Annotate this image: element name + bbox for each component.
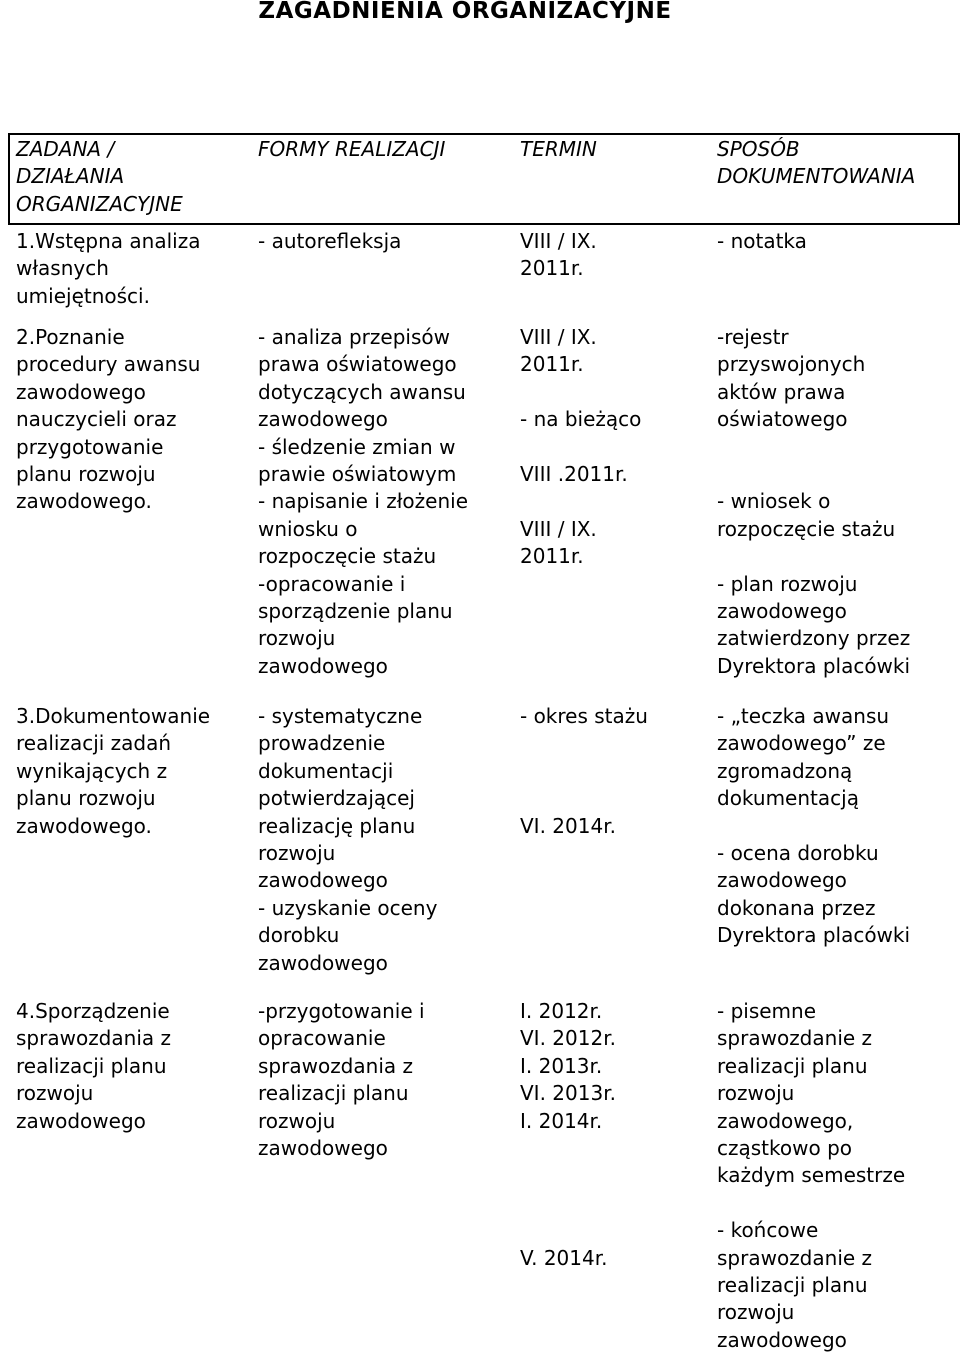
row2-documentation: -rejestr przyswojonych aktów prawa oświatowego - wniosek o rozpoczęcie stażu - plan rozwoju zawodowego zatwierdzony przez Dyrektora placówki bbox=[717, 325, 911, 678]
row2-task: 2.Poznanie procedury awansu zawodowego nauczycieli oraz przygotowanie planu rozwoju zawodowego. bbox=[16, 325, 201, 514]
row3-task: 3.Dokumentowanie realizacji zadań wynikających z planu rozwoju zawodowego. bbox=[16, 704, 211, 838]
row4-forms: -przygotowanie i opracowanie sprawozdania z realizacji planu rozwoju zawodowego bbox=[258, 999, 425, 1161]
page-title: ZAGADNIENIA ORGANIZACYJNE bbox=[258, 0, 672, 24]
row2-forms: - analiza przepisów prawa oświatowego dotyczących awansu zawodowego - śledzenie zmian w prawie oświatowym - napisanie i złożenie wniosku o rozpoczęcie stażu -opracowanie i sporządzenie planu rozwoju zawodowego bbox=[258, 325, 468, 678]
table-header-divider bbox=[8, 223, 960, 225]
row3-term: - okres stażu VI. 2014r. bbox=[520, 704, 648, 838]
header-term: TERMIN bbox=[520, 137, 597, 161]
row4-term: I. 2012r. VI. 2012r. I. 2013r. VI. 2013r. I. 2014r. V. 2014r. bbox=[520, 999, 616, 1270]
row2-term: VIII / IX. 2011r. - na bieżąco VIII .2011r. VIII / IX. 2011r. bbox=[520, 325, 642, 569]
row1-term: VIII / IX. 2011r. bbox=[520, 229, 597, 281]
table-left-border bbox=[8, 133, 10, 225]
row1-task: 1.Wstępna analiza własnych umiejętności. bbox=[16, 229, 201, 308]
table-top-border bbox=[8, 133, 960, 135]
row3-forms: - systematyczne prowadzenie dokumentacji potwierdzającej realizację planu rozwoju zawodowego - uzyskanie oceny dorobku zawodowego bbox=[258, 704, 438, 975]
row4-task: 4.Sporządzenie sprawozdania z realizacji planu rozwoju zawodowego bbox=[16, 999, 171, 1133]
row1-documentation: - notatka bbox=[717, 229, 807, 253]
header-documentation: SPOSÓB DOKUMENTOWANIA bbox=[717, 137, 916, 189]
header-tasks: ZADANA / DZIAŁANIA ORGANIZACYJNE bbox=[16, 137, 183, 216]
header-forms: FORMY REALIZACJI bbox=[258, 137, 446, 161]
row3-documentation: - „teczka awansu zawodowego” ze zgromadzoną dokumentacją - ocena dorobku zawodowego dokonana przez Dyrektora placówki bbox=[717, 704, 911, 948]
row4-documentation: - pisemne sprawozdanie z realizacji planu rozwoju zawodowego, cząstkowo po każdym semestrze - końcowe sprawozdanie z realizacji planu rozwoju zawodowego bbox=[717, 999, 906, 1352]
row1-forms: - autorefleksja bbox=[258, 229, 402, 253]
